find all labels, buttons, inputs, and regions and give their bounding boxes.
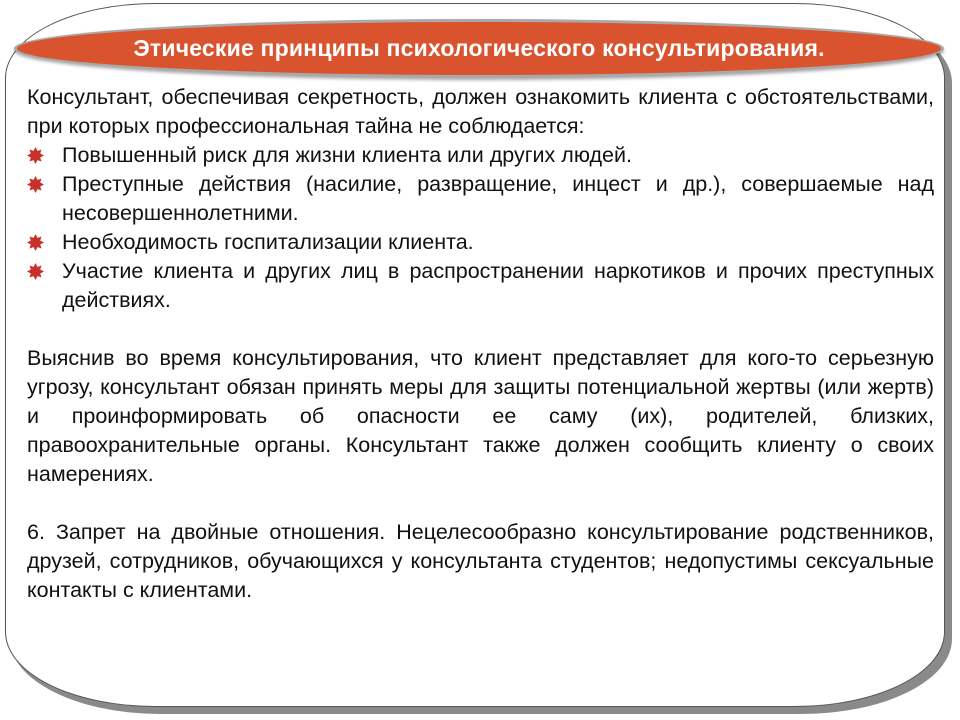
list-item <box>27 141 934 170</box>
slide-title: Этические принципы психологического консультирования. <box>133 35 825 61</box>
dual-relations-paragraph: 6. Запрет на двойные отношения. Нецелесообразно консультирование родственников, друзей, сотрудников, обучающихся у консультанта студентов; недопустимы сексуальные контакты с клиентами. <box>27 520 934 602</box>
starburst-bullet-icon <box>27 176 44 193</box>
list-item <box>27 170 934 228</box>
list-item-text: Участие клиента и других лиц в распространении наркотиков и прочих преступных действиях. <box>62 259 934 312</box>
starburst-bullet-icon <box>27 234 44 251</box>
list-item <box>27 228 934 257</box>
list-item-text: Повышенный риск для жизни клиента или других людей. <box>62 143 632 167</box>
list-item-text: Преступные действия (насилие, развращение, инцест и др.), совершаемые над несовершеннолетними. <box>62 172 934 225</box>
list-item-text: Необходимость госпитализации клиента. <box>62 230 474 254</box>
paragraph-spacer <box>27 489 934 518</box>
protection-paragraph: Выяснив во время консультирования, что клиент представляет для кого-то серьезную угрозу, консультант обязан принять меры для защиты потенциальной жертвы (или жертв) и проинформировать об опасности ее саму (их), родителей, близких, правоохранительные органы. Консультант также должен сообщить клиенту о своих намерениях. <box>27 346 934 486</box>
starburst-bullet-icon <box>27 263 44 280</box>
bullet-list <box>27 141 934 315</box>
starburst-bullet-icon <box>27 147 44 164</box>
paragraph-spacer <box>27 315 934 344</box>
title-banner <box>14 19 944 78</box>
intro-paragraph: Консультант, обеспечивая секретность, должен ознакомить клиента с обстоятельствами, при которых профессиональная тайна не соблюдается: <box>27 85 934 138</box>
list-item <box>27 257 934 315</box>
slide-content <box>27 83 934 605</box>
